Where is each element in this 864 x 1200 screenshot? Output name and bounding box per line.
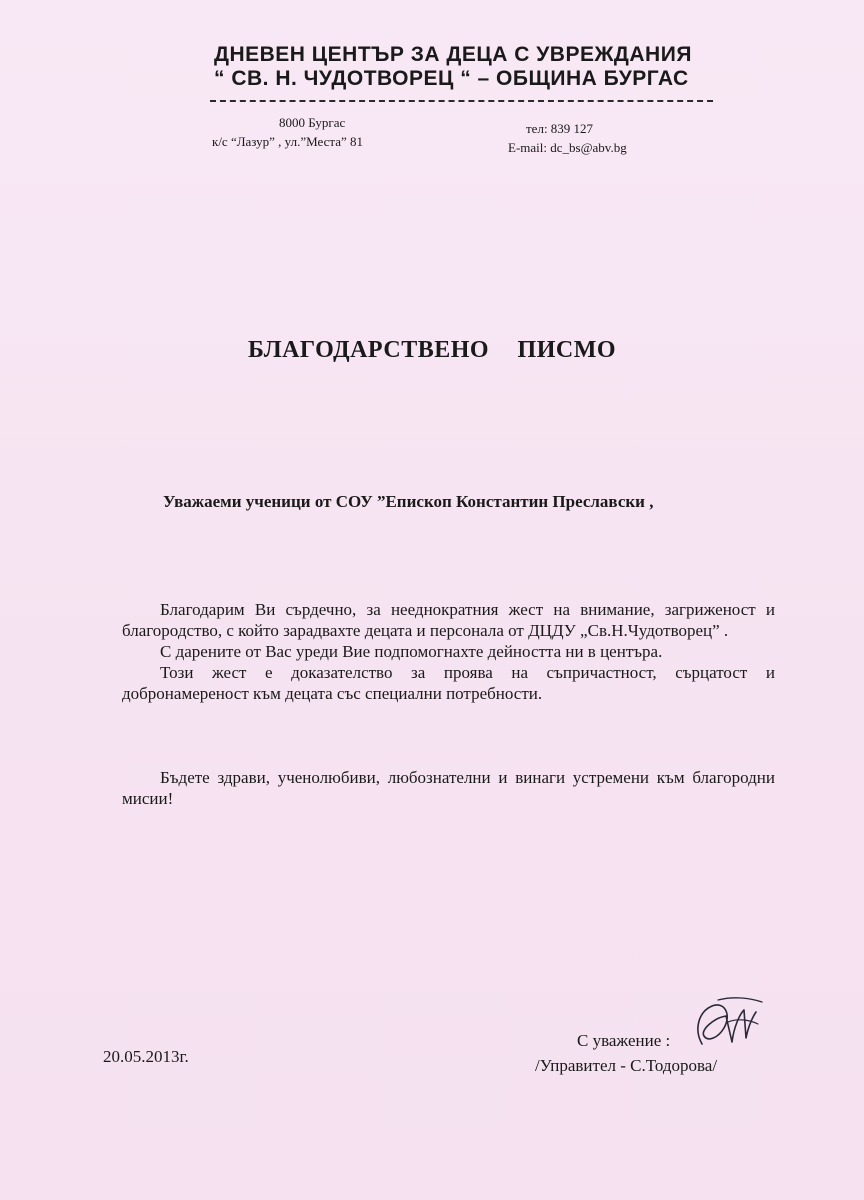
- org-name-line2: “ СВ. Н. ЧУДОТВОРЕЦ “ – ОБЩИНА БУРГАС: [214, 67, 689, 90]
- letter-title: БЛАГОДАРСТВЕНО ПИСМО: [247, 337, 617, 363]
- header-divider: [210, 100, 713, 102]
- org-name-line1: ДНЕВЕН ЦЕНТЪР ЗА ДЕЦА С УВРЕЖДАНИЯ: [214, 43, 692, 66]
- letter-date: 20.05.2013г.: [103, 1047, 189, 1066]
- body-text: [122, 599, 775, 704]
- handwritten-signature: [688, 992, 768, 1062]
- email: E-mail: dc_bs@abv.bg: [508, 140, 627, 155]
- postal-code: 8000 Бургас: [279, 115, 346, 130]
- body-paragraph-4: Бъдете здрави, ученолюбиви, любознателни и винаги устремени към благородни мисии!: [122, 768, 775, 808]
- salutation: Уважаеми ученици от СОУ ”Епископ Константин Преславски ,: [163, 492, 654, 511]
- address: к/с “Лазур” , ул.”Места” 81: [212, 134, 364, 149]
- body-paragraph-2: С дарените от Вас уреди Вие подпомогнахте дейността ни в центъра.: [160, 642, 663, 661]
- closing-wish: [122, 767, 775, 809]
- signatory: /Управител - С.Тодорова/: [535, 1056, 718, 1075]
- closing-phrase: С уважение :: [577, 1031, 671, 1050]
- body-paragraph-3: Този жест е доказателство за проява на съпричастност, сърцатост и добронамереност към децата със специални потребности.: [122, 663, 775, 703]
- phone: тел: 839 127: [526, 121, 594, 136]
- body-paragraph-1: Благодарим Ви сърдечно, за нееднократния жест на внимание, загриженост и благородство, с който зарадвахте децата и персонала от ДЦДУ „Св.Н.Чудотворец” .: [122, 600, 775, 640]
